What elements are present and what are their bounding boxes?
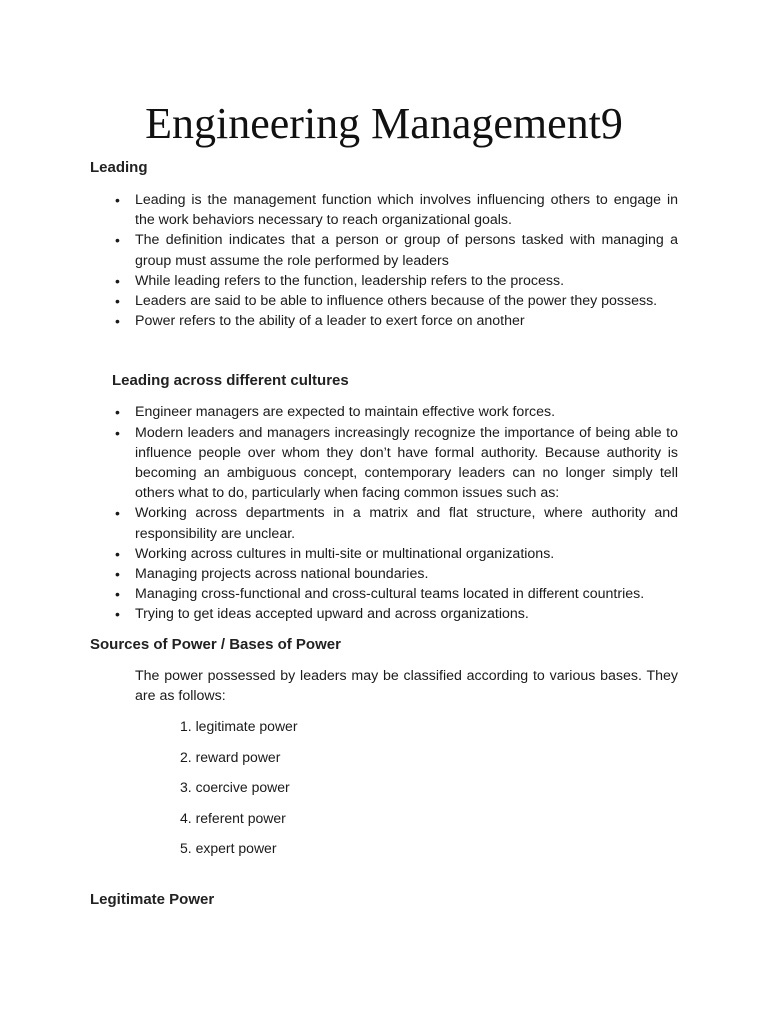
section-heading-sources: Sources of Power / Bases of Power <box>90 635 341 653</box>
list-item: • Managing cross-functional and cross-cultural teams located in different countries. <box>135 584 678 604</box>
power-bases-list <box>90 716 678 858</box>
list-item: • Managing projects across national boundaries. <box>135 564 678 584</box>
list-item: • Trying to get ideas accepted upward and across organizations. <box>135 604 678 624</box>
sources-intro: The power possessed by leaders may be classified according to various bases. They are as follows: <box>135 667 678 704</box>
leading-bullet-list <box>90 190 678 331</box>
list-item: • Power refers to the ability of a leader to exert force on another <box>135 311 678 331</box>
list-item: • The definition indicates that a person or group of persons tasked with managing a group must assume the role performed by leaders <box>135 230 678 270</box>
list-item: 4. referent power <box>180 809 286 826</box>
list-item: • While leading refers to the function, leadership refers to the process. <box>135 271 678 291</box>
list-item: • Working across departments in a matrix and flat structure, where authority and responsibility are unclear. <box>135 503 678 543</box>
list-item: 1. legitimate power <box>180 718 298 735</box>
section-heading-legitimate: Legitimate Power <box>90 891 215 909</box>
list-item: • Leaders are said to be able to influence others because of the power they possess. <box>135 291 678 311</box>
list-item: • Modern leaders and managers increasingly recognize the importance of being able to influence people over whom they don’t have formal authority. Because authority is becoming an ambiguous concept, contemporary leaders can no longer simply tell others what to do, particularly when facing common issues such as: <box>135 423 678 504</box>
section-heading-cultures: Leading across different cultures <box>112 372 349 390</box>
list-item: 2. reward power <box>180 748 281 765</box>
list-item: • Leading is the management function which involves influencing others to engage in the work behaviors necessary to reach organizational goals. <box>135 190 678 230</box>
section-heading-leading: Leading <box>90 159 148 176</box>
list-item: 5. expert power <box>180 840 277 857</box>
document-title: Engineering Management9 <box>145 99 623 148</box>
cultures-bullet-list <box>90 402 678 624</box>
list-item: • Engineer managers are expected to maintain effective work forces. <box>135 402 678 422</box>
list-item: • Working across cultures in multi-site or multinational organizations. <box>135 544 678 564</box>
list-item: 3. coercive power <box>180 779 290 796</box>
